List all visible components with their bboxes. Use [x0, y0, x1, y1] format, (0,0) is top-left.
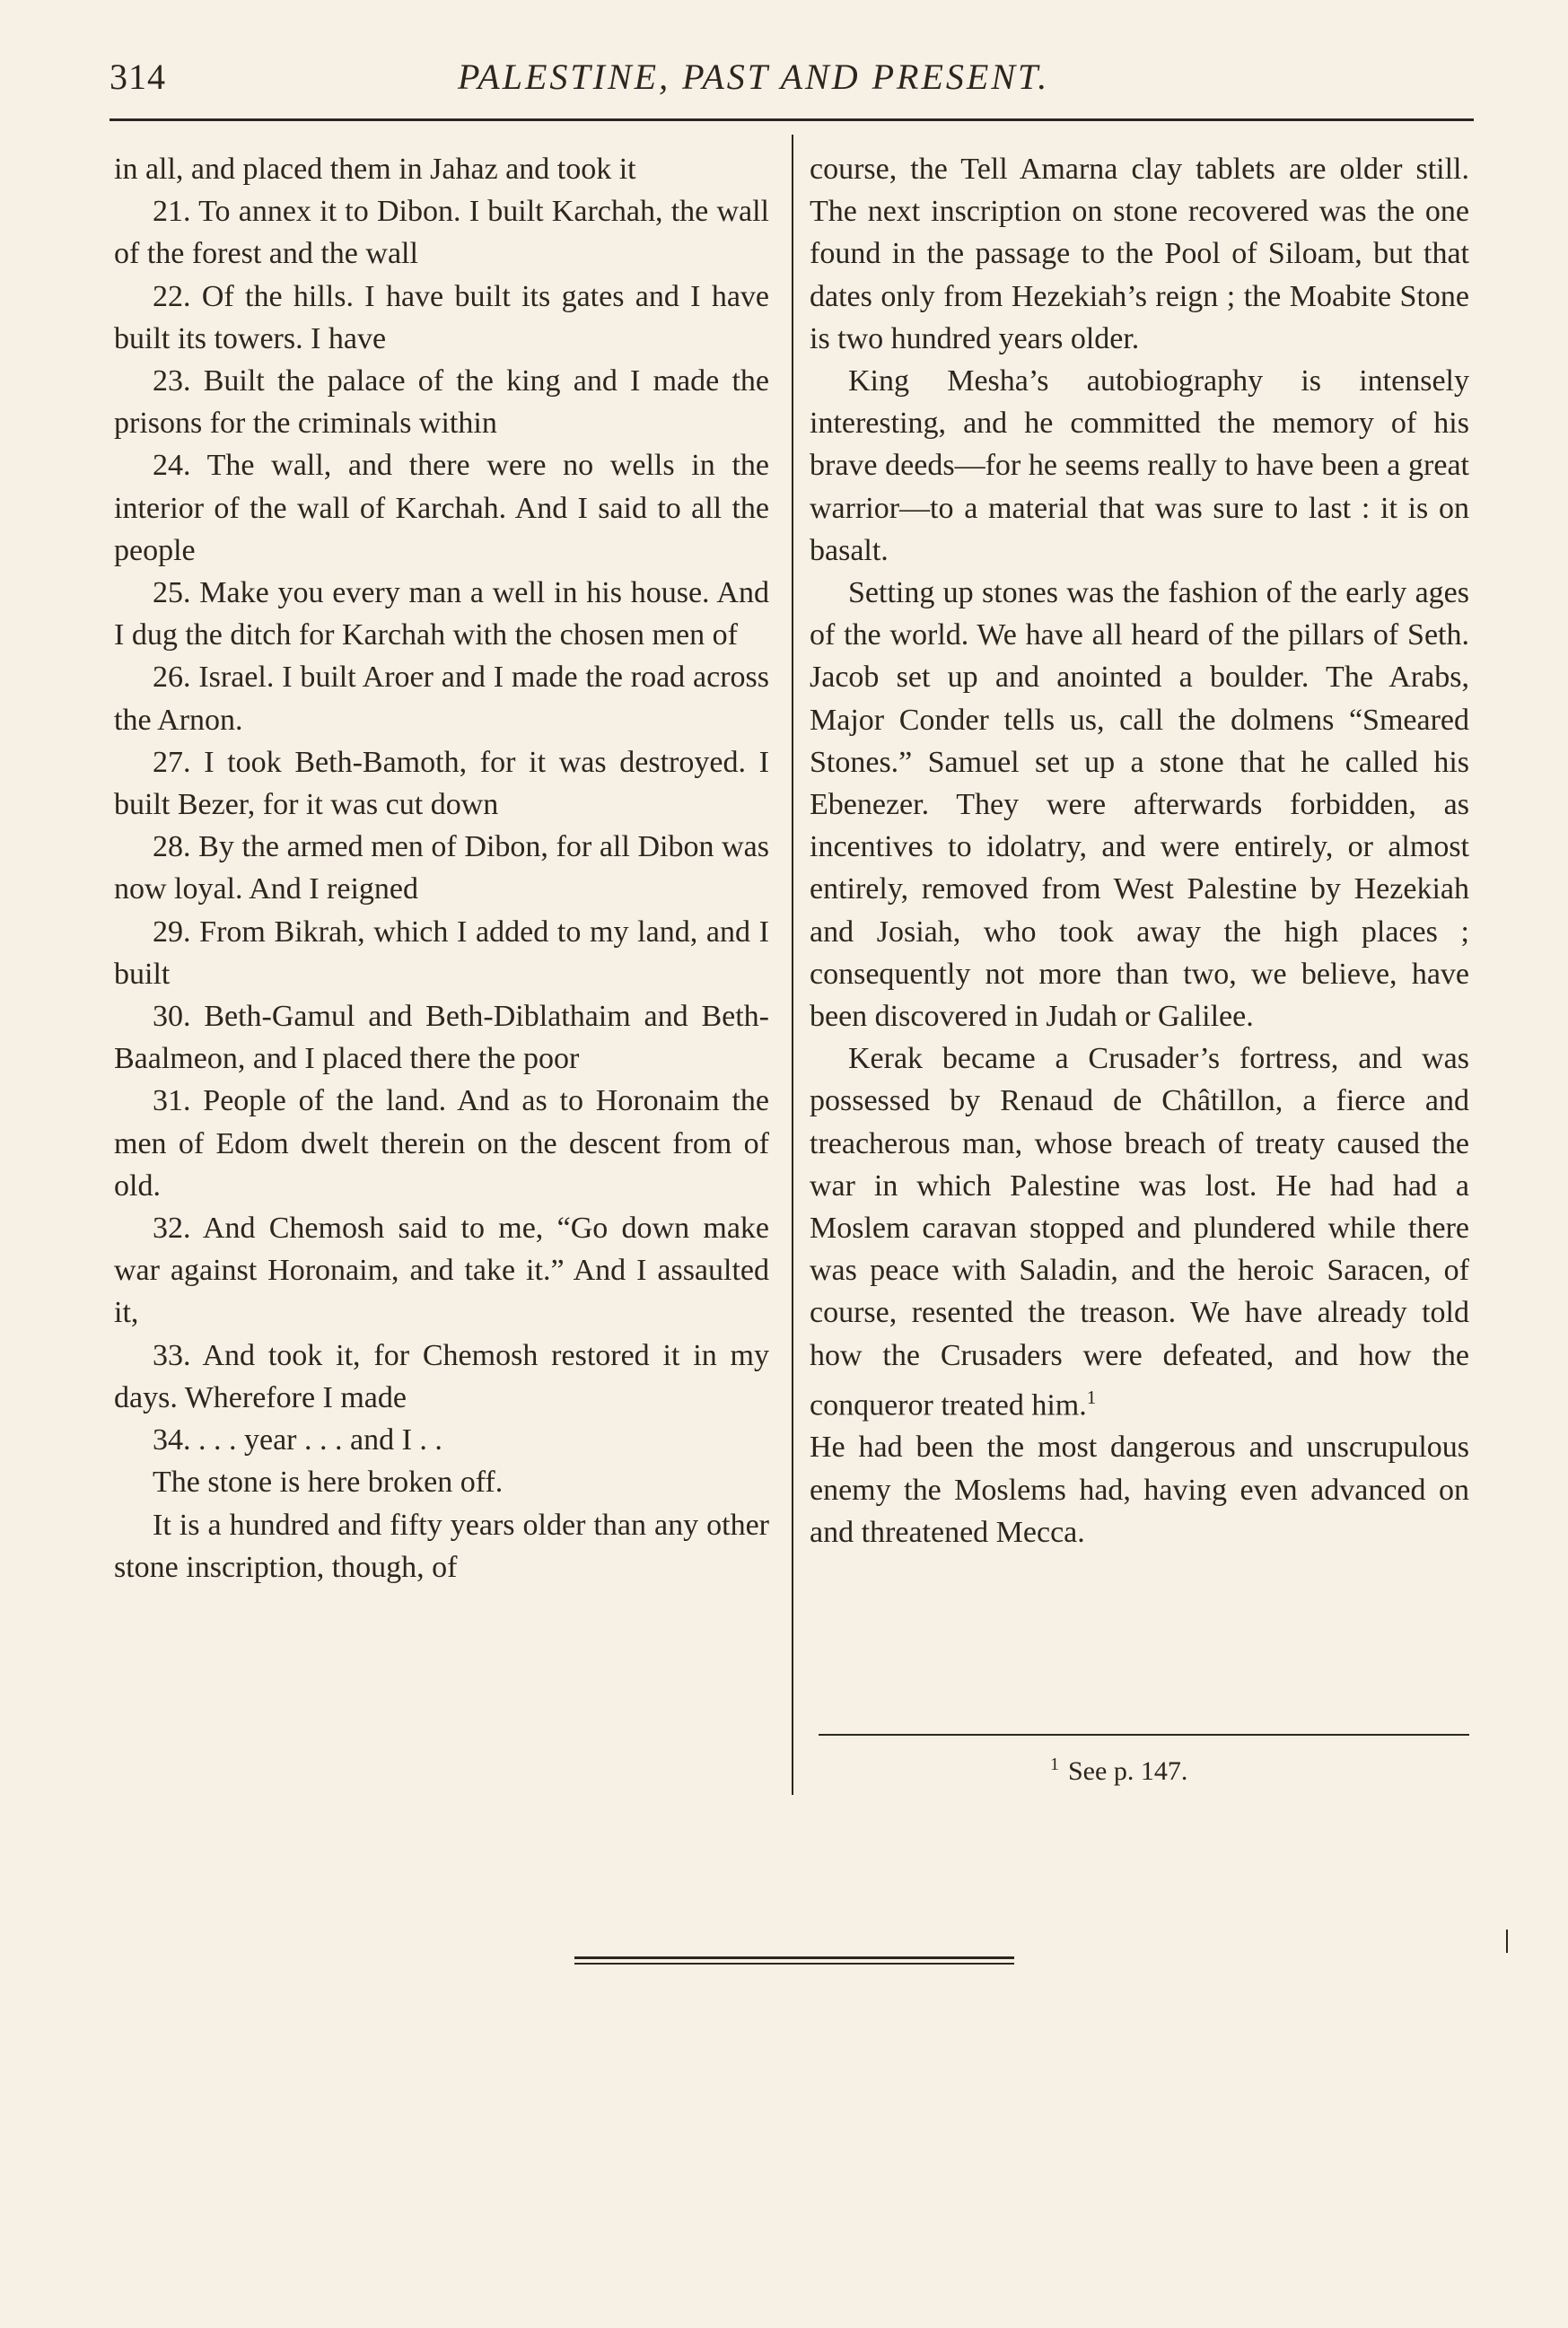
header-rule	[109, 118, 1474, 121]
inscription-line: 24. The wall, and there were no wells in the interior of the wall of Karchah. And I said to all the people	[114, 449, 769, 567]
paragraph-text: Kerak became a Crusader’s fortress, and was possessed by Renaud de Châtillon, a fierce and treacherous man, whose breach of treaty caused the war in which Palestine was lost. He had had a Moslem caravan stopped and plundered while there was peace with Saladin, and the heroic Saracen, of course, resented the treason. We have already told how the Crusaders were defeated, and how the conqueror treated him.	[810, 1042, 1469, 1422]
paragraph: in all, and placed them in Jahaz and took it	[114, 153, 636, 186]
inscription-line: 31. People of the land. And as to Horonaim the men of Edom dwelt therein on the descent from of old.	[114, 1084, 769, 1203]
footnote-marker: 1	[1050, 1755, 1059, 1774]
inscription-line: 29. From Bikrah, which I added to my land, and I built	[114, 915, 769, 991]
end-ornament	[574, 1956, 1014, 1969]
footnote-rule	[819, 1734, 1469, 1736]
inscription-line: 33. And took it, for Chemosh restored it in my days. Wherefore I made	[114, 1338, 769, 1414]
column-divider	[792, 135, 793, 1795]
inscription-line: 26. Israel. I built Aroer and I made the road across the Arnon.	[114, 661, 769, 737]
inscription-line: 27. I took Beth-Bamoth, for it was destroyed. I built Bezer, for it was cut down	[114, 745, 769, 822]
paragraph: King Mesha’s autobiography is intensely interesting, and he committed the memory of his brave deeds—for he seems really to have been a great warrior—to a material that was sure to last : it is on basalt.	[810, 364, 1469, 567]
inscription-line: 21. To annex it to Dibon. I built Karchah, the wall of the forest and the wall	[114, 195, 769, 271]
footnote	[1050, 1755, 1187, 1787]
right-column	[810, 148, 1469, 1553]
running-title: PALESTINE, PAST AND PRESENT.	[458, 57, 1050, 97]
edge-mark	[1506, 1930, 1508, 1953]
paragraph: It is a hundred and fifty years older than any other stone inscription, though, of	[114, 1508, 769, 1584]
inscription-line: 30. Beth-Gamul and Beth-Diblathaim and Beth-Baalmeon, and I placed there the poor	[114, 1000, 769, 1076]
inscription-line: 34. . . . year . . . and I . .	[153, 1423, 442, 1457]
footnote-reference: 1	[1086, 1386, 1097, 1408]
inscription-line: 22. Of the hills. I have built its gates and I have built its towers. I have	[114, 279, 769, 355]
footnote-text: See p. 147.	[1068, 1756, 1188, 1786]
inscription-line: 32. And Chemosh said to me, “Go down make war against Horonaim, and take it.” And I assaulted it,	[114, 1212, 769, 1330]
page-header	[0, 0, 1568, 144]
paragraph-with-footnote	[810, 1037, 1469, 1426]
inscription-line: 23. Built the palace of the king and I made the prisons for the criminals within	[114, 364, 769, 441]
inscription-line: 25. Make you every man a well in his house. And I dug the ditch for Karchah with the chosen men of	[114, 576, 769, 652]
left-column	[114, 148, 769, 1588]
inscription-line: 28. By the armed men of Dibon, for all Dibon was now loyal. And I reigned	[114, 830, 769, 906]
paragraph: The stone is here broken off.	[153, 1466, 504, 1500]
page-number: 314	[109, 57, 166, 97]
paragraph: course, the Tell Amarna clay tablets are older still. The next inscription on stone recovered was the one found in the passage to the Pool of Siloam, but that dates only from Hezekiah’s reign ; the Moabite Stone is two hundred years older.	[810, 153, 1469, 355]
paragraph: He had been the most dangerous and unscrupulous enemy the Moslems had, having even advanced on and threatened Mecca.	[810, 1431, 1469, 1549]
paragraph: Setting up stones was the fashion of the early ages of the world. We have all heard of the pillars of Seth. Jacob set up and anointed a boulder. The Arabs, Major Conder tells us, call the dolmens “Smeared Stones.” Samuel set up a stone that he called his Ebenezer. They were afterwards forbidden, as incentives to idolatry, and were entirely, or almost entirely, removed from West Palestine by Hezekiah and Josiah, who took away the high places ; consequently not more than two, we believe, have been discovered in Judah or Galilee.	[810, 576, 1469, 1034]
